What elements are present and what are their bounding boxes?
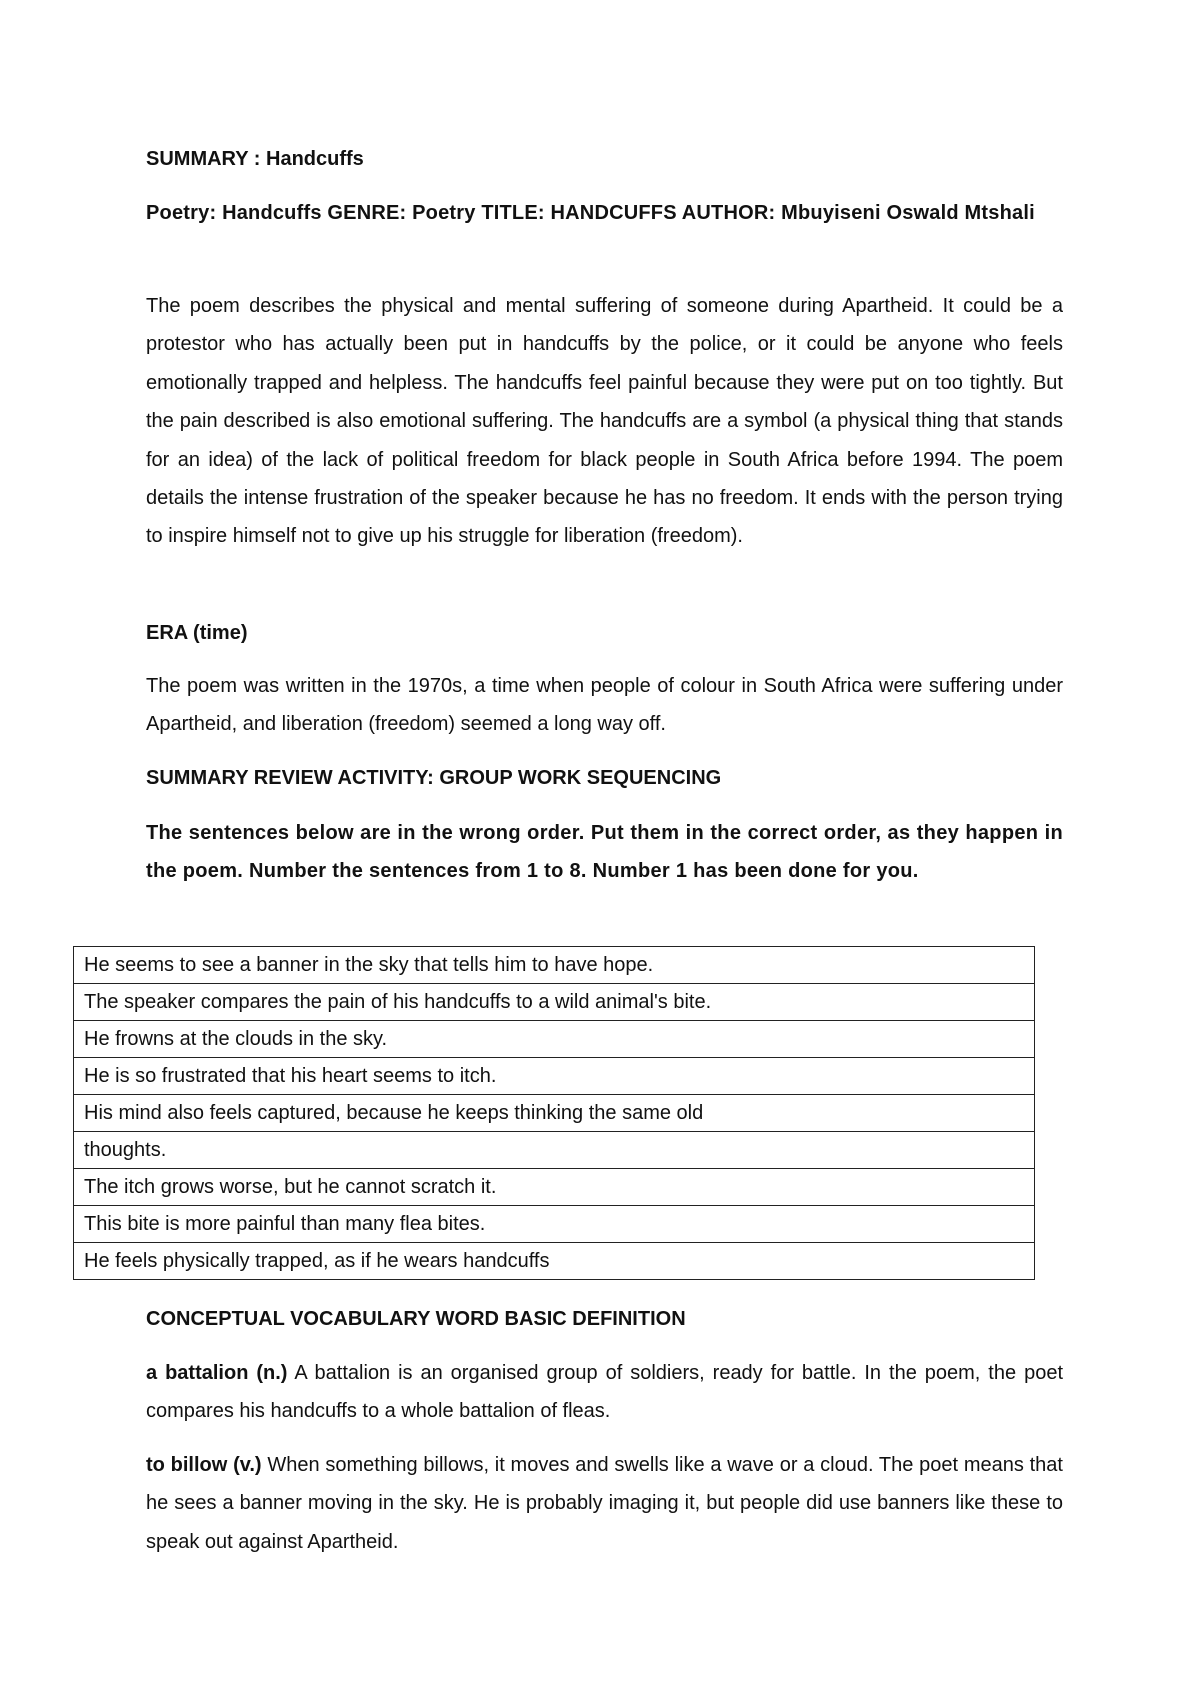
activity-instructions: The sentences below are in the wrong order. Put them in the correct order, as they happen in the poem. Number the sentences from 1 to 8. Number 1 has been done for you. bbox=[146, 822, 1063, 882]
table-row bbox=[74, 1169, 1035, 1206]
table-row bbox=[74, 1243, 1035, 1280]
sequencing-table bbox=[73, 946, 1035, 1280]
table-cell: The itch grows worse, but he cannot scratch it. bbox=[74, 1169, 1035, 1206]
vocab-term: a battalion (n.) bbox=[146, 1362, 288, 1384]
table-cell: He frowns at the clouds in the sky. bbox=[74, 1021, 1035, 1058]
table-cell: He seems to see a banner in the sky that tells him to have hope. bbox=[74, 947, 1035, 984]
table-cell: thoughts. bbox=[74, 1132, 1035, 1169]
vocab-definition: A battalion is an organised group of soldiers, ready for battle. In the poem, the poet compares his handcuffs to a whole battalion of fleas. bbox=[146, 1362, 1063, 1423]
era-heading: ERA (time) bbox=[146, 622, 248, 644]
table-cell: He is so frustrated that his heart seems to itch. bbox=[74, 1058, 1035, 1095]
vocab-entry-billow bbox=[146, 1446, 1063, 1561]
table-row bbox=[74, 1132, 1035, 1169]
table-row bbox=[74, 1058, 1035, 1095]
table-row bbox=[74, 1021, 1035, 1058]
vocab-heading: CONCEPTUAL VOCABULARY WORD BASIC DEFINITION bbox=[146, 1308, 686, 1330]
table-cell: The speaker compares the pain of his handcuffs to a wild animal's bite. bbox=[74, 984, 1035, 1021]
activity-heading: SUMMARY REVIEW ACTIVITY: GROUP WORK SEQUENCING bbox=[146, 767, 722, 789]
summary-heading: SUMMARY : Handcuffs bbox=[146, 148, 364, 170]
vocab-term: to billow (v.) bbox=[146, 1454, 262, 1476]
table-cell: This bite is more painful than many flea bites. bbox=[74, 1206, 1035, 1243]
table-cell: He feels physically trapped, as if he wears handcuffs bbox=[74, 1243, 1035, 1280]
era-paragraph: The poem was written in the 1970s, a time when people of colour in South Africa were suffering under Apartheid, and liberation (freedom) seemed a long way off. bbox=[146, 675, 1063, 736]
table-row bbox=[74, 1095, 1035, 1132]
table-cell: His mind also feels captured, because he keeps thinking the same old bbox=[74, 1095, 1035, 1132]
vocab-entry-battalion bbox=[146, 1354, 1063, 1431]
vocab-definition: When something billows, it moves and swells like a wave or a cloud. The poet means that he sees a banner moving in the sky. He is probably imaging it, but people did use banners like these to speak out against Apartheid. bbox=[146, 1454, 1063, 1553]
table-row bbox=[74, 984, 1035, 1021]
table-row bbox=[74, 1206, 1035, 1243]
summary-paragraph: The poem describes the physical and mental suffering of someone during Apartheid. It could be a protestor who has actually been put in handcuffs by the police, or it could be anyone who feels emotionally trapped and helpless. The handcuffs feel painful because they were put on too tightly. But the pain described is also emotional suffering. The handcuffs are a symbol (a physical thing that stands for an idea) of the lack of political freedom for black people in South Africa before 1994. The poem details the intense frustration of the speaker because he has no freedom. It ends with the person trying to inspire himself not to give up his struggle for liberation (freedom). bbox=[146, 295, 1063, 548]
poetry-info: Poetry: Handcuffs GENRE: Poetry TITLE: HANDCUFFS AUTHOR: Mbuyiseni Oswald Mtshali bbox=[146, 202, 1035, 224]
table-row bbox=[74, 947, 1035, 984]
